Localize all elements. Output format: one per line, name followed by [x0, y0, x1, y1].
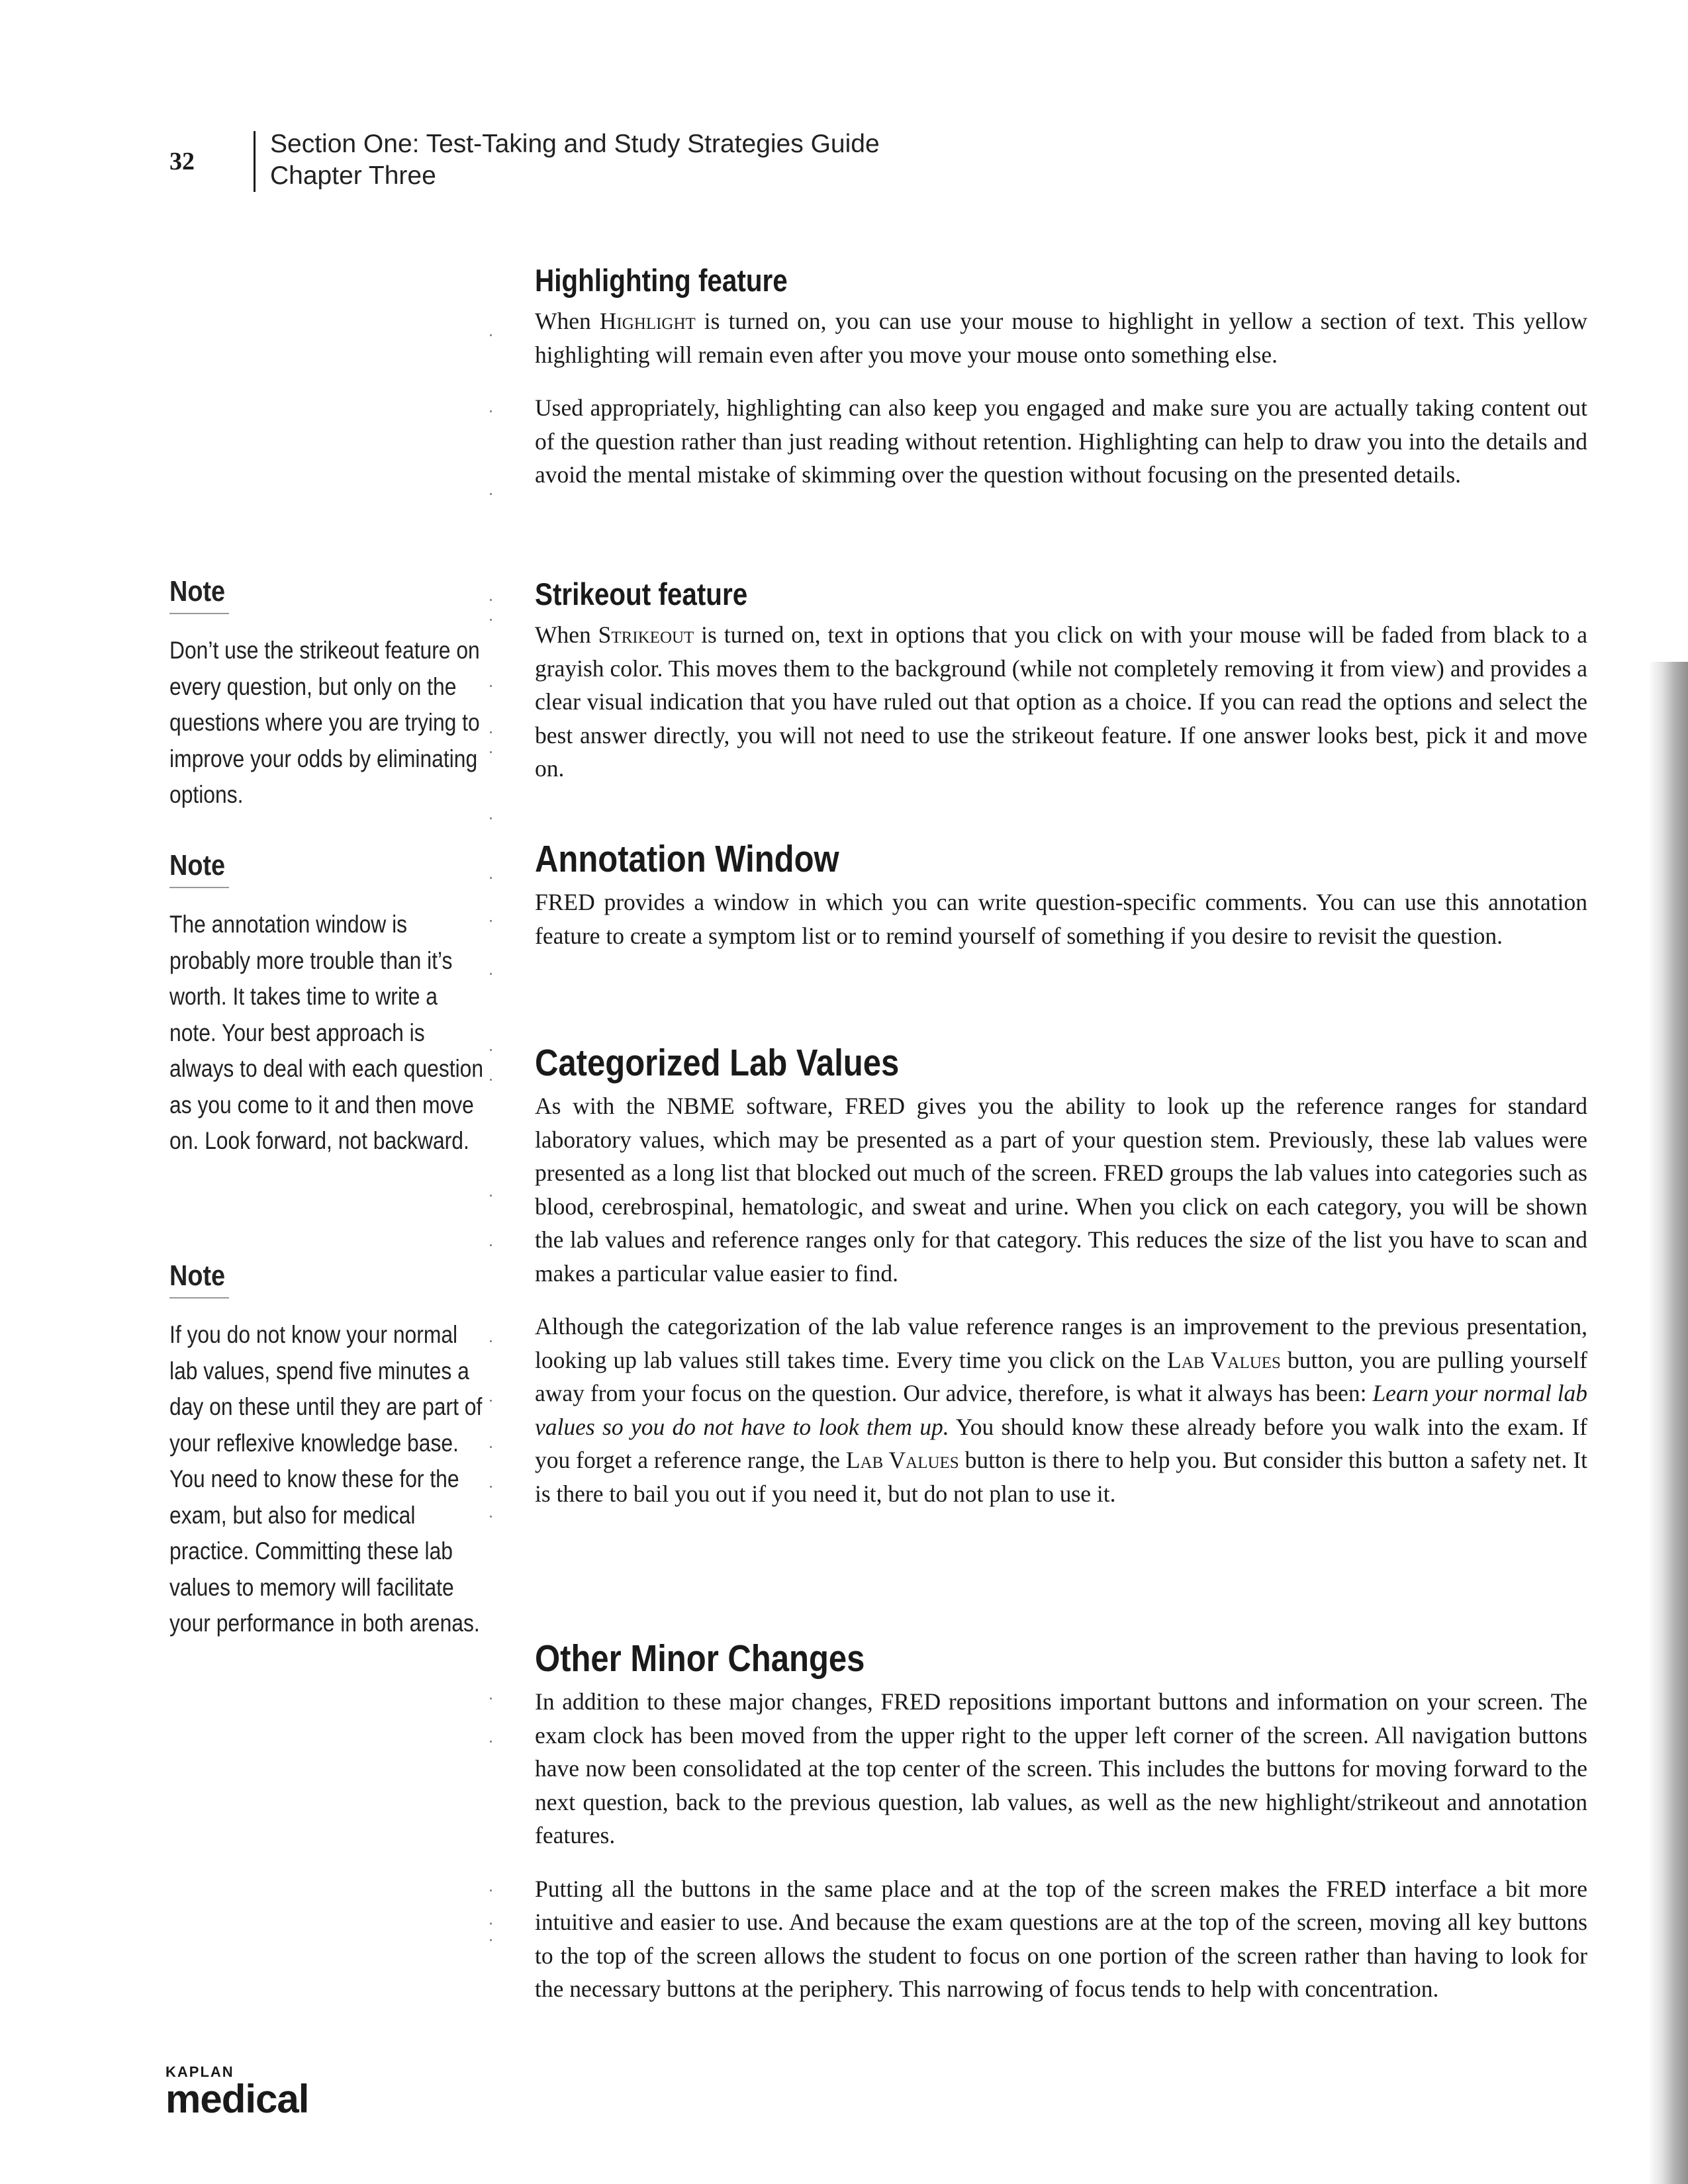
note-body: If you do not know your normal lab values, spend five minutes a day on these until they are part of your reflexive knowledge base. You need to know these for the exam, but also for medical practice. Committing these lab values to memory will facilitate your performance in both arenas.: [169, 1321, 483, 1637]
paragraph: Used appropriately, highlighting can also keep you engaged and make sure you are actually taking content out of the question rather than just reading without retention. Highlighting can help to draw you into the details and avoid the mental mistake of skimming over the question without focusing on the presented details.: [535, 394, 1587, 488]
section-heading: Annotation Window: [535, 838, 839, 880]
kaplan-medical-logo: [165, 2065, 308, 2119]
section-heading: Strikeout feature: [535, 576, 748, 612]
paragraph: FRED provides a window in which you can write question-specific comments. You can use this annotation feature to create a symptom list or to remind yourself of something if you desire to revisit the question.: [535, 889, 1587, 949]
note-lab-values: [169, 1259, 481, 1642]
note-title: Note: [169, 1259, 226, 1292]
note-body: Don’t use the strikeout feature on every question, but only on the questions where you are trying to improve your odds by eliminating options.: [169, 637, 480, 808]
section-heading: Other Minor Changes: [535, 1637, 865, 1680]
section-other-changes: [535, 1635, 1587, 2006]
note-annotation: [169, 848, 484, 1160]
section-title: Section One: Test-Taking and Study Strategies Guide: [270, 130, 880, 158]
paragraph: When Highlight is turned on, you can use your mouse to highlight in yellow a section of text. This yellow highlighting will remain even after you move your mouse onto something else.: [535, 308, 1587, 368]
paragraph: Putting all the buttons in the same place and at the top of the screen makes the FRED interface a bit more intuitive and easier to use. And because the exam questions are at the top of the screen, moving all key buttons to the top of the screen allows the student to focus on one portion of the screen rather than having to look for the necessary buttons at the periphery. This narrowing of focus tends to help with concentration.: [535, 1875, 1587, 2002]
section-highlighting: [535, 261, 1587, 492]
note-underline: [169, 613, 229, 614]
emphasis: Learn your normal lab values so you do not have to look them up.: [535, 1380, 1587, 1440]
paragraph: Although the categorization of the lab value reference ranges is an improvement to the previous presentation, looking up lab values still takes time. Every time you click on the Lab Values button, you are pulling yourself away from your focus on the question. Our advice, therefore, is what it always has been: Learn your normal lab values so you do not have to look them up. You should know these already before you walk into the exam. If you forget a reference range, the Lab Values button is there to help you. But consider this button a safety net. It is there to bail you out if you need it, but do not plan to use it.: [535, 1313, 1588, 1507]
page-number: 32: [169, 148, 195, 175]
paragraph: When Strikeout is turned on, text in options that you click on with your mouse will be faded from black to a grayish color. This moves them to the background (while not completely removing it from view) and provides a clear visual indication that you have ruled out that option as a choice. If you can read the options and select the best answer directly, you will not need to use the strikeout feature. If one answer looks best, pick it and move on.: [535, 621, 1587, 782]
paragraph: As with the NBME software, FRED gives you the ability to look up the reference ranges for standard laboratory values, which may be presented as a part of your question stem. Previously, these lab values were presented as a long list that blocked out much of the screen. FRED groups the lab values into categories such as blood, cerebrospinal, hematologic, and sweat and urine. When you click on each category, you will be shown the lab values and reference ranges only for that category. This reduces the size of the list you have to scan and makes a particular value easier to find.: [535, 1093, 1587, 1287]
section-heading: Categorized Lab Values: [535, 1042, 900, 1084]
note-title: Note: [169, 849, 226, 882]
running-header: [270, 128, 880, 192]
section-annotation: [535, 835, 1587, 952]
chapter-title: Chapter Three: [270, 161, 436, 190]
header-divider: [254, 131, 256, 192]
logo-medical: medical: [165, 2077, 309, 2121]
section-lab-values: [535, 1039, 1587, 1510]
note-strikeout: [169, 574, 481, 813]
note-underline: [169, 887, 229, 888]
note-underline: [169, 1297, 229, 1298]
section-strikeout: [535, 574, 1587, 786]
feature-term: Lab Values: [845, 1447, 959, 1473]
note-body: The annotation window is probably more trouble than it’s worth. It takes time to write a note. Your best approach is always to deal with each question as you come to it and then move on. Look forward, not backward.: [169, 911, 484, 1154]
feature-term: Lab Values: [1167, 1346, 1281, 1373]
logo-kaplan: KAPLAN: [165, 2064, 234, 2080]
scan-shadow: [1648, 662, 1688, 2184]
paragraph: In addition to these major changes, FRED repositions important buttons and information on your screen. The exam clock has been moved from the upper right to the upper left corner of the screen. All navigation buttons have now been consolidated at the top center of the screen. This includes the buttons for moving forward to the next question, back to the previous question, lab values, as well as the new highlight/strikeout and annotation features.: [535, 1688, 1587, 1848]
section-heading: Highlighting feature: [535, 263, 788, 298]
feature-term: Highlight: [599, 308, 696, 334]
note-title: Note: [169, 575, 226, 608]
feature-term: Strikeout: [598, 621, 694, 648]
